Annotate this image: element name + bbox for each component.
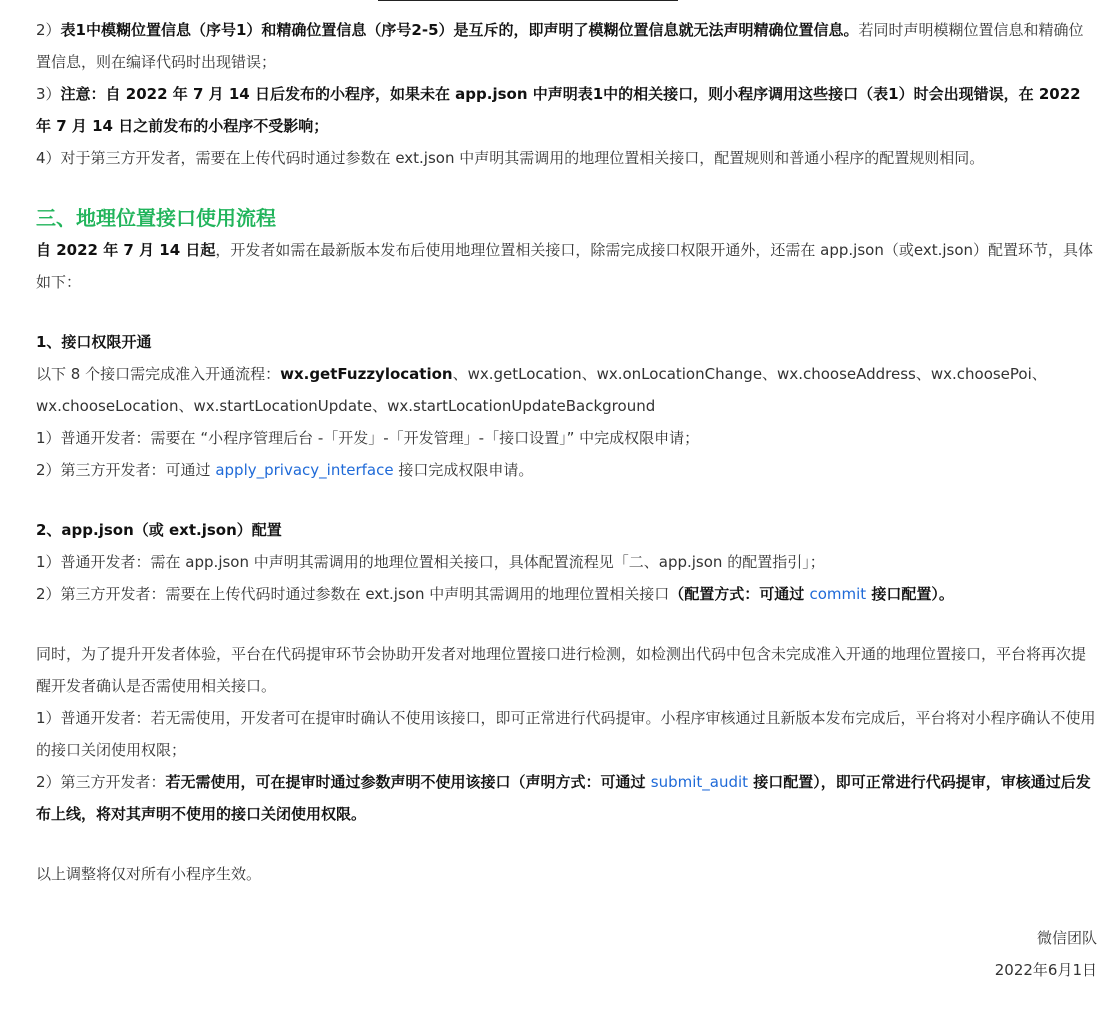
note-item-4: 4）对于第三方开发者，需要在上传代码时通过参数在 ext.json 中声明其需调用的地理位置相关接口，配置规则和普通小程序的配置规则相同。: [36, 149, 985, 167]
sub2-item-2: 2）第三方开发者：需要在上传代码时通过参数在 ext.json 中声明其需调用的地理位置相关接口（配置方式：可通过 commit 接口配置）。: [36, 585, 954, 603]
publish-date: 2022年6月1日: [994, 961, 1097, 979]
apply-privacy-interface-link[interactable]: apply_privacy_interface: [215, 461, 394, 479]
section-3-intro: 自 2022 年 7 月 14 日起，开发者如需在最新版本发布后使用地理位置相关接口，除需完成接口权限开通外，还需在 app.json（或ext.json）配置环节，具体如下：: [36, 241, 1094, 291]
review-paragraph: 同时，为了提升开发者体验，平台在代码提审环节会协助开发者对地理位置接口进行检测，如检测出代码中包含未完成准入开通的地理位置接口，平台将再次提醒开发者确认是否需使用相关接口。: [36, 645, 1087, 695]
sub1-item-2: 2）第三方开发者：可通过 apply_privacy_interface 接口完成权限申请。: [36, 461, 534, 479]
review-item-2: 2）第三方开发者：若无需使用，可在提审时通过参数声明不使用该接口（声明方式：可通过 submit_audit 接口配置），即可正常进行代码提审，审核通过后发布上线，将对其声明不使用的接口关闭使用权限。: [36, 773, 1091, 823]
subsection-2-heading: 2、app.json（或 ext.json）配置: [36, 521, 282, 539]
section-3-heading: 三、地理位置接口使用流程: [36, 206, 276, 230]
note-item-3: 3）注意：自 2022 年 7 月 14 日后发布的小程序，如果未在 app.json 中声明表1中的相关接口，则小程序调用这些接口（表1）时会出现错误，在 2022 年 7 月 14 日之前发布的小程序不受影响；: [36, 85, 1081, 135]
article-body: [36, 0, 1097, 986]
note-item-2: 2）表1中模糊位置信息（序号1）和精确位置信息（序号2-5）是互斥的，即声明了模糊位置信息就无法声明精确位置信息。若同时声明模糊位置信息和精确位置信息，则在编译代码时出现错误；: [36, 21, 1084, 71]
sub2-item-1: 1）普通开发者：需在 app.json 中声明其需调用的地理位置相关接口，具体配置流程见「二、app.json 的配置指引」；: [36, 553, 825, 571]
submit-audit-link[interactable]: submit_audit: [650, 773, 749, 791]
sub1-item-1: 1）普通开发者：需要在 “小程序管理后台 -「开发」-「开发管理」-「接口设置」” 中完成权限申请；: [36, 429, 700, 447]
commit-link[interactable]: commit: [809, 585, 867, 603]
signature: 微信团队: [1036, 929, 1097, 947]
subsection-1-heading: 1、接口权限开通: [36, 333, 152, 351]
interface-list: 以下 8 个接口需完成准入开通流程：wx.getFuzzylocation、wx.getLocation、wx.onLocationChange、wx.chooseAddress、wx.choosePoi、wx.chooseLocation、wx.startLocationUpdate、wx.startLocationUpdateBackground: [36, 365, 1047, 415]
review-item-1: 1）普通开发者：若无需使用，开发者可在提审时确认不使用该接口，即可正常进行代码提审。小程序审核通过且新版本发布完成后，平台将对小程序确认不使用的接口关闭使用权限；: [36, 709, 1096, 759]
closing-note: 以上调整将仅对所有小程序生效。: [36, 865, 262, 883]
